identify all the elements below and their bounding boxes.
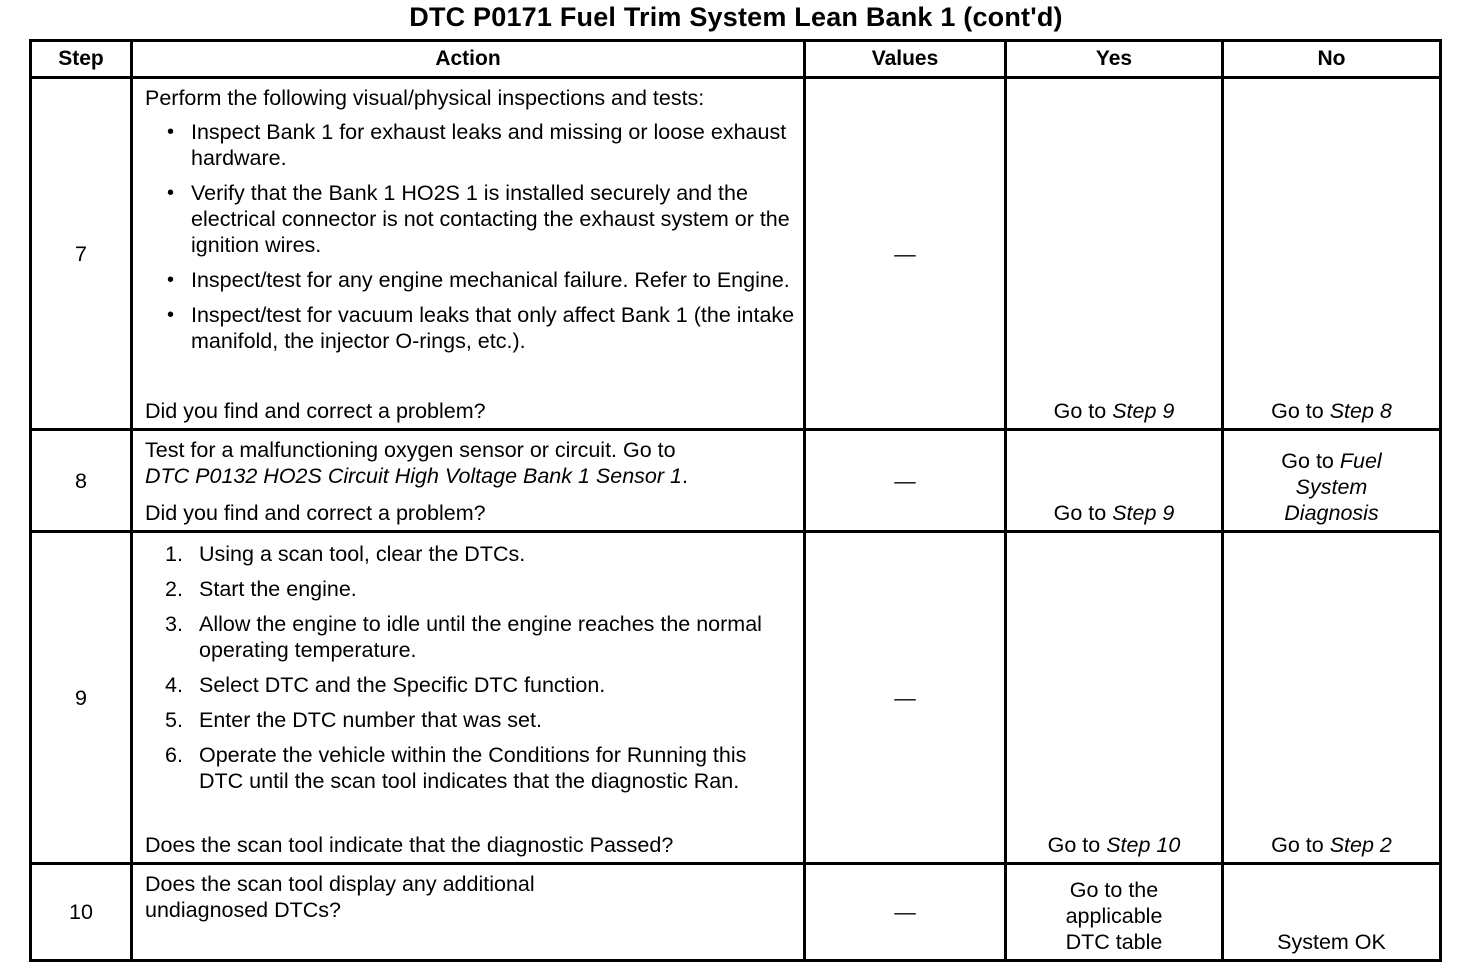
action-intro	[145, 437, 795, 489]
table-row-step-8	[31, 430, 1441, 532]
no-prefix: Go to	[1271, 833, 1330, 857]
list-item	[165, 672, 795, 698]
yes-cell	[1006, 532, 1223, 864]
list-item: • Inspect/test for vacuum leaks that only affect Bank 1 (the intake manifold, the injector O-rings, etc.).	[167, 302, 795, 354]
action-intro: Perform the following visual/physical inspections and tests:	[145, 86, 705, 110]
list-item	[165, 611, 795, 663]
dtc-reference-link[interactable]: DTC P0132 HO2S Circuit High Voltage Bank 1 Sensor 1	[145, 464, 682, 488]
action-question: Does the scan tool indicate that the diagnostic Passed?	[145, 833, 674, 857]
list-text: Select DTC and the Specific DTC function.	[199, 673, 606, 697]
no-prefix: Go to	[1281, 449, 1340, 473]
no-cell	[1223, 430, 1441, 532]
values-cell: —	[805, 78, 1006, 430]
list-number: 5.	[165, 708, 183, 732]
no-cell	[1223, 532, 1441, 864]
action-intro-text: Test for a malfunctioning oxygen sensor or circuit. Go to	[145, 438, 676, 462]
action-cell	[132, 864, 805, 961]
yes-prefix: Go to	[1053, 501, 1113, 525]
list-number: 1.	[165, 542, 183, 566]
yes-prefix: Go to	[1047, 833, 1107, 857]
list-text: Operate the vehicle within the Conditions for Running this DTC until the scan tool indicates that the diagnostic Ran.	[199, 743, 747, 793]
no-step-link[interactable]: Step 8	[1329, 399, 1392, 423]
values-cell: —	[805, 532, 1006, 864]
list-item: • Inspect/test for any engine mechanical failure. Refer to Engine.	[167, 267, 795, 293]
list-item	[165, 541, 795, 567]
yes-prefix: Go to	[1053, 399, 1113, 423]
table-row-step-10	[31, 864, 1441, 961]
step-number: 10	[31, 864, 132, 961]
yes-step-link[interactable]: Step 9	[1112, 501, 1175, 525]
yes-dtc-table-link[interactable]: Go to the applicable DTC table	[1065, 878, 1163, 954]
action-question: Did you find and correct a problem?	[145, 399, 486, 423]
list-item	[165, 742, 795, 794]
table-row-step-9	[31, 532, 1441, 864]
header-values: Values	[805, 41, 1006, 78]
list-text: Allow the engine to idle until the engine reaches the normal operating temperature.	[199, 612, 762, 662]
diagnostic-table	[29, 39, 1442, 962]
procedure-list	[145, 541, 795, 803]
step-number: 9	[31, 532, 132, 864]
table-row-step-7	[31, 78, 1441, 430]
values-cell: —	[805, 430, 1006, 532]
action-question: Did you find and correct a problem?	[145, 501, 486, 525]
yes-cell	[1006, 864, 1223, 961]
page-title: DTC P0171 Fuel Trim System Lean Bank 1 (cont'd)	[409, 2, 1063, 32]
header-yes: Yes	[1006, 41, 1223, 78]
yes-cell	[1006, 78, 1223, 430]
action-cell	[132, 78, 805, 430]
yes-step-link[interactable]: Step 10	[1106, 833, 1181, 857]
action-cell	[132, 532, 805, 864]
yes-cell	[1006, 430, 1223, 532]
header-no: No	[1223, 41, 1441, 78]
list-text: Enter the DTC number that was set.	[199, 708, 542, 732]
list-item	[165, 576, 795, 602]
action-intro-end: .	[681, 464, 688, 488]
step-number: 7	[31, 78, 132, 430]
list-item: • Verify that the Bank 1 HO2S 1 is installed securely and the electrical connector is not contacting the exhaust system or the ignition wires.	[167, 180, 795, 258]
no-prefix: Go to	[1271, 399, 1330, 423]
inspection-list	[145, 119, 795, 354]
list-number: 3.	[165, 612, 183, 636]
no-cell	[1223, 78, 1441, 430]
list-text: Start the engine.	[199, 577, 357, 601]
header-action: Action	[132, 41, 805, 78]
no-cell	[1223, 864, 1441, 961]
action-question: Does the scan tool display any additional undiagnosed DTCs?	[145, 872, 535, 922]
table-header-row	[31, 41, 1441, 78]
no-result: System OK	[1277, 930, 1386, 954]
list-number: 6.	[165, 743, 183, 767]
step-number: 8	[31, 430, 132, 532]
action-cell	[132, 430, 805, 532]
list-number: 2.	[165, 577, 183, 601]
list-text: Using a scan tool, clear the DTCs.	[199, 542, 526, 566]
list-item	[165, 707, 795, 733]
no-step-link[interactable]: Step 2	[1329, 833, 1392, 857]
header-step: Step	[31, 41, 132, 78]
no-step-link[interactable]: Fuel System Diagnosis	[1284, 449, 1382, 525]
list-number: 4.	[165, 673, 183, 697]
list-item: • Inspect Bank 1 for exhaust leaks and missing or loose exhaust hardware.	[167, 119, 795, 171]
yes-step-link[interactable]: Step 9	[1112, 399, 1175, 423]
values-cell: —	[805, 864, 1006, 961]
